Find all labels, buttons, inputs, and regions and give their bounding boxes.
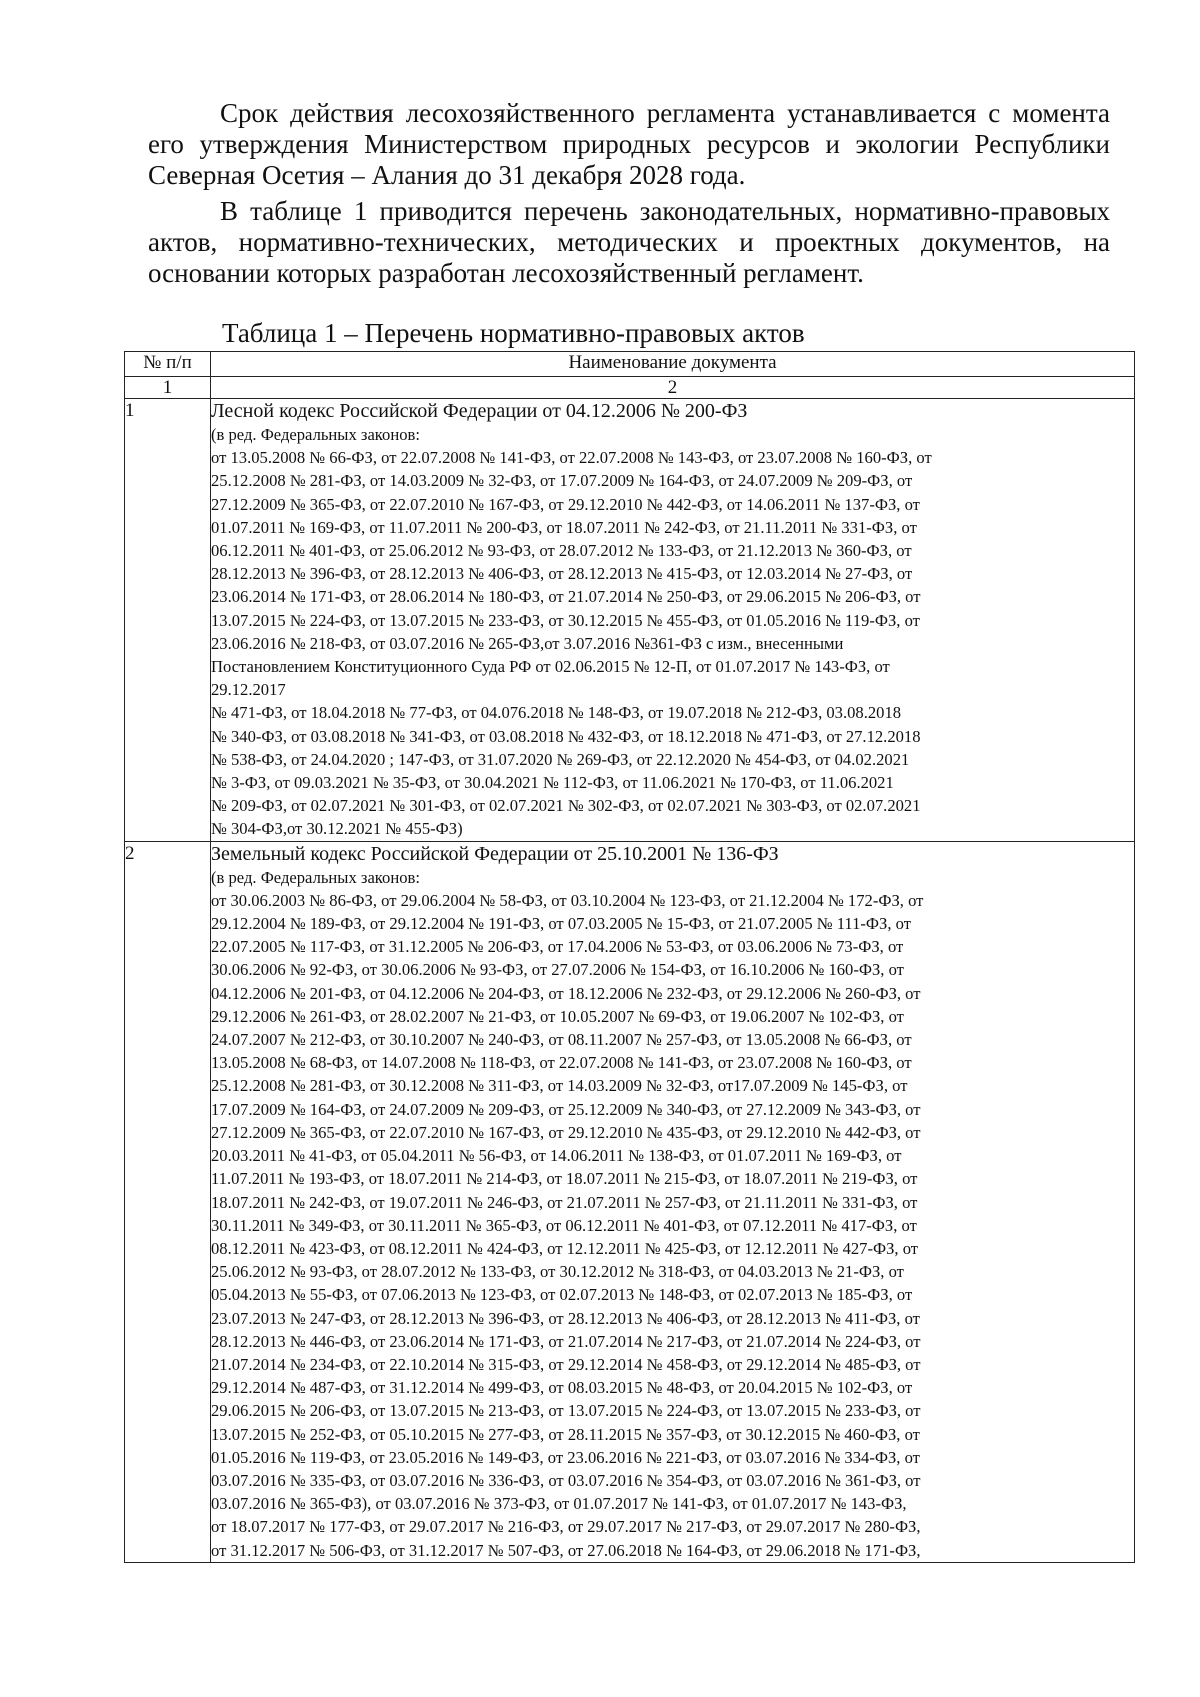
validity-paragraph: Срок действия лесохозяйственного регламента устанавливается с момента его утверждения Министерством природных ресурсов и экологии Республики Северная Осетия – Алания до 31 декабря 2028 года. (148, 98, 1110, 190)
amendments-list: от 30.06.2003 № 86-ФЗ, от 29.06.2004 № 58-ФЗ, от 03.10.2004 № 123-ФЗ, от 21.12.2004 № 172-ФЗ, от 29.12.2004 № 189-ФЗ, от 29.12.2004 № 191-ФЗ, от 07.03.2005 № 15-ФЗ, от 21.07.2005 № 111-ФЗ, от 22.07.2005 № 117-ФЗ, от 31.12.2005 № 206-ФЗ, от 17.04.2006 № 53-ФЗ, от 03.06.2006 № 73-ФЗ, от 30.06.2006 № 92-ФЗ, от 30.06.2006 № 93-ФЗ, от 27.07.2006 № 154-ФЗ, от 16.10.2006 № 160-ФЗ, от 04.12.2006 № 201-ФЗ, от 04.12.2006 № 204-ФЗ, от 18.12.2006 № 232-ФЗ, от 29.12.2006 № 260-ФЗ, от 29.12.2006 № 261-ФЗ, от 28.02.2007 № 21-ФЗ, от 10.05.2007 № 69-ФЗ, от 19.06.2007 № 102-ФЗ, от 24.07.2007 № 212-ФЗ, от 30.10.2007 № 240-ФЗ, от 08.11.2007 № 257-ФЗ, от 13.05.2008 № 66-ФЗ, от 13.05.2008 № 68-ФЗ, от 14.07.2008 № 118-ФЗ, от 22.07.2008 № 141-ФЗ, от 23.07.2008 № 160-ФЗ, от 25.12.2008 № 281-ФЗ, от 30.12.2008 № 311-ФЗ, от 14.03.2009 № 32-ФЗ, от17.07.2009 № 145-ФЗ, от 17.07.2009 № 164-ФЗ, от 24.07.2009 № 209-ФЗ, от 25.12.2009 № 340-ФЗ, от 27.12.2009 № 343-ФЗ, от 27.12.2009 № 365-ФЗ, от 22.07.2010 № 167-ФЗ, от 29.12.2010 № 435-ФЗ, от 29.12.2010 № 442-ФЗ, от 20.03.2011 № 41-ФЗ, от 05.04.2011 № 56-ФЗ, от 14.06.2011 № 138-ФЗ, от 01.07.2011 № 169-ФЗ, от 11.07.2011 № 193-ФЗ, от 18.07.2011 № 214-ФЗ, от 18.07.2011 № 215-ФЗ, от 18.07.2011 № 219-ФЗ, от 18.07.2011 № 242-ФЗ, от 19.07.2011 № 246-ФЗ, от 21.07.2011 № 257-ФЗ, от 21.11.2011 № 331-ФЗ, от 30.11.2011 № 349-ФЗ, от 30.11.2011 № 365-ФЗ, от 06.12.2011 № 401-ФЗ, от 07.12.2011 № 417-ФЗ, от 08.12.2011 № 423-ФЗ, от 08.12.2011 № 424-ФЗ, от 12.12.2011 № 425-ФЗ, от 12.12.2011 № 427-ФЗ, от 25.06.2012 № 93-ФЗ, от 28.07.2012 № 133-ФЗ, от 30.12.2012 № 318-ФЗ, от 04.03.2013 № 21-ФЗ, от 05.04.2013 № 55-ФЗ, от 07.06.2013 № 123-ФЗ, от 02.07.2013 № 148-ФЗ, от 02.07.2013 № 185-ФЗ, от 23.07.2013 № 247-ФЗ, от 28.12.2013 № 396-ФЗ, от 28.12.2013 № 406-ФЗ, от 28.12.2013 № 411-ФЗ, от 28.12.2013 № 446-ФЗ, от 23.06.2014 № 171-ФЗ, от 21.07.2014 № 217-ФЗ, от 21.07.2014 № 224-ФЗ, от 21.07.2014 № 234-ФЗ, от 22.10.2014 № 315-ФЗ, от 29.12.2014 № 458-ФЗ, от 29.12.2014 № 485-ФЗ, от 29.12.2014 № 487-ФЗ, от 31.12.2014 № 499-ФЗ, от 08.03.2015 № 48-ФЗ, от 20.04.2015 № 102-ФЗ, от 29.06.2015 № 206-ФЗ, от 13.07.2015 № 213-ФЗ, от 13.07.2015 № 224-ФЗ, от 13.07.2015 № 233-ФЗ, от 13.07.2015 № 252-ФЗ, от 05.10.2015 № 277-ФЗ, от 28.11.2015 № 357-ФЗ, от 30.12.2015 № 460-ФЗ, от 01.05.2016 № 119-ФЗ, от 23.05.2016 № 149-ФЗ, от 23.06.2016 № 221-ФЗ, от 03.07.2016 № 334-ФЗ, от 03.07.2016 № 335-ФЗ, от 03.07.2016 № 336-ФЗ, от 03.07.2016 № 354-ФЗ, от 03.07.2016 № 361-ФЗ, от 03.07.2016 № 365-ФЗ), от 03.07.2016 № 373-ФЗ, от 01.07.2017 № 141-ФЗ, от 01.07.2017 № 143-ФЗ, от 18.07.2017 № 177-ФЗ, от 29.07.2017 № 216-ФЗ, от 29.07.2017 № 217-ФЗ, от 29.07.2017 № 280-ФЗ, от 31.12.2017 № 506-ФЗ, от 31.12.2017 № 507-ФЗ, от 27.06.2018 № 164-ФЗ, от 29.06.2018 № 171-ФЗ, (211, 890, 924, 1560)
document-cell (211, 399, 1135, 842)
column-number-row (125, 377, 1135, 399)
document-title: Лесной кодекс Российской Федерации от 04.12.2006 № 200-ФЗ (211, 400, 748, 422)
amendments-list: от 13.05.2008 № 66-ФЗ, от 22.07.2008 № 141-ФЗ, от 22.07.2008 № 143-ФЗ, от 23.07.2008 № 160-ФЗ, от 25.12.2008 № 281-ФЗ, от 14.03.2009 № 32-ФЗ, от 17.07.2009 № 164-ФЗ, от 24.07.2009 № 209-ФЗ, от 27.12.2009 № 365-ФЗ, от 22.07.2010 № 167-ФЗ, от 29.12.2010 № 442-ФЗ, от 14.06.2011 № 137-ФЗ, от 01.07.2011 № 169-ФЗ, от 11.07.2011 № 200-ФЗ, от 18.07.2011 № 242-ФЗ, от 21.11.2011 № 331-ФЗ, от 06.12.2011 № 401-ФЗ, от 25.06.2012 № 93-ФЗ, от 28.07.2012 № 133-ФЗ, от 21.12.2013 № 360-ФЗ, от 28.12.2013 № 396-ФЗ, от 28.12.2013 № 406-ФЗ, от 28.12.2013 № 415-ФЗ, от 12.03.2014 № 27-ФЗ, от 23.06.2014 № 171-ФЗ, от 28.06.2014 № 180-ФЗ, от 21.07.2014 № 250-ФЗ, от 29.06.2015 № 206-ФЗ, от 13.07.2015 № 224-ФЗ, от 13.07.2015 № 233-ФЗ, от 30.12.2015 № 455-ФЗ, от 01.05.2016 № 119-ФЗ, от 23.06.2016 № 218-ФЗ, от 03.07.2016 № 265-ФЗ,от 3.07.2016 №361-ФЗ с изм., внесенными Постановлением Конституционного Суда РФ от 02.06.2015 № 12-П, от 01.07.2017 № 143-ФЗ, от 29.12.2017 № 471-ФЗ, от 18.04.2018 № 77-ФЗ, от 04.076.2018 № 148-ФЗ, от 19.07.2018 № 212-ФЗ, 03.08.2018 № 340-ФЗ, от 03.08.2018 № 341-ФЗ, от 03.08.2018 № 432-ФЗ, от 18.12.2018 № 471-ФЗ, от 27.12.2018 № 538-ФЗ, от 24.04.2020 ; 147-ФЗ, от 31.07.2020 № 269-ФЗ, от 22.12.2020 № 454-ФЗ, от 04.02.2021 № 3-ФЗ, от 09.03.2021 № 35-ФЗ, от 30.04.2021 № 112-ФЗ, от 11.06.2021 № 170-ФЗ, от 11.06.2021 № 209-ФЗ, от 02.07.2021 № 301-ФЗ, от 02.07.2021 № 302-ФЗ, от 02.07.2021 № 303-ФЗ, от 02.07.2021 № 304-ФЗ,от 30.12.2021 № 455-ФЗ) (211, 448, 932, 839)
document-cell (211, 841, 1135, 1562)
table-row (125, 841, 1135, 1562)
table-header-row (125, 352, 1135, 377)
column-number-1: 1 (125, 377, 211, 399)
table-caption: Таблица 1 – Перечень нормативно-правовых актов (222, 318, 805, 348)
amendments-intro: (в ред. Федеральных законов: (211, 867, 420, 887)
row-number: 2 (125, 841, 211, 1562)
document-title: Земельный кодекс Российской Федерации от 25.10.2001 № 136-ФЗ (211, 842, 779, 865)
header-number: № п/п (125, 352, 211, 377)
table-intro-paragraph: В таблице 1 приводится перечень законодательных, нормативно-правовых актов, нормативно-технических, методических и проектных документов, на основании которых разработан лесохозяйственный регламент. (148, 196, 1110, 288)
regulations-table (124, 351, 1135, 1563)
header-document-name: Наименование документа (211, 352, 1135, 377)
row-number: 1 (125, 399, 211, 842)
column-number-2: 2 (211, 377, 1135, 399)
amendments-intro: (в ред. Федеральных законов: (211, 425, 420, 444)
table-row (125, 399, 1135, 842)
